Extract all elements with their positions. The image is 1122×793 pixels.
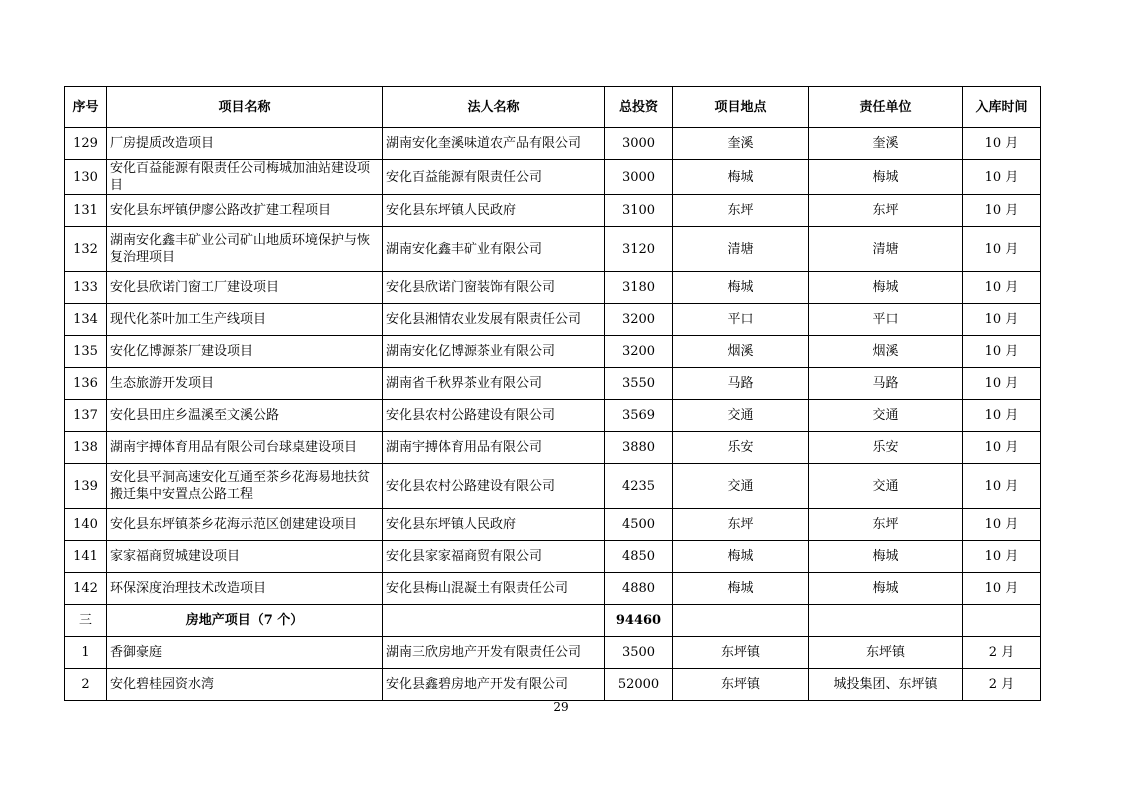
- cell-total-investment: 3200: [605, 304, 673, 336]
- empty-cell: [809, 605, 963, 637]
- cell-legal-entity: 安化县家家福商贸有限公司: [383, 541, 605, 573]
- cell-total-investment: 3500: [605, 637, 673, 669]
- cell-total-investment: 3880: [605, 432, 673, 464]
- cell-project-name: 安化县东坪镇伊廖公路改扩建工程项目: [107, 195, 383, 227]
- cell-responsible-unit: 梅城: [809, 272, 963, 304]
- cell-total-investment: 3550: [605, 368, 673, 400]
- cell-legal-entity: 湖南安化鑫丰矿业有限公司: [383, 227, 605, 272]
- cell-location: 梅城: [673, 272, 809, 304]
- table-row: [65, 637, 1041, 669]
- cell-project-name: 安化县东坪镇茶乡花海示范区创建建设项目: [107, 509, 383, 541]
- cell-location: 东坪: [673, 195, 809, 227]
- cell-project-name: 厂房提质改造项目: [107, 128, 383, 160]
- projects-table: [64, 86, 1041, 701]
- cell-project-name: 安化县欣诺门窗工厂建设项目: [107, 272, 383, 304]
- cell-location: 马路: [673, 368, 809, 400]
- cell-project-name: 安化百益能源有限责任公司梅城加油站建设项目: [107, 160, 383, 195]
- table-row: [65, 368, 1041, 400]
- table-row: [65, 160, 1041, 195]
- cell-total-investment: 3180: [605, 272, 673, 304]
- cell-responsible-unit: 东坪: [809, 195, 963, 227]
- cell-entry-time: 10 月: [963, 573, 1041, 605]
- cell-project-name: 湖南安化鑫丰矿业公司矿山地质环境保护与恢复治理项目: [107, 227, 383, 272]
- table-row: [65, 432, 1041, 464]
- cell-seq: 138: [65, 432, 107, 464]
- cell-responsible-unit: 清塘: [809, 227, 963, 272]
- cell-seq: 2: [65, 669, 107, 701]
- header-legal-entity: 法人名称: [383, 87, 605, 128]
- table-row: [65, 464, 1041, 509]
- table-row: [65, 573, 1041, 605]
- cell-legal-entity: 湖南三欣房地产开发有限责任公司: [383, 637, 605, 669]
- cell-seq: 129: [65, 128, 107, 160]
- table-row: [65, 509, 1041, 541]
- cell-seq: 130: [65, 160, 107, 195]
- table-row: [65, 400, 1041, 432]
- cell-total-investment: 4880: [605, 573, 673, 605]
- cell-seq: 135: [65, 336, 107, 368]
- cell-seq: 134: [65, 304, 107, 336]
- header-seq: 序号: [65, 87, 107, 128]
- header-location: 项目地点: [673, 87, 809, 128]
- section-number: 三: [65, 605, 107, 637]
- cell-responsible-unit: 东坪镇: [809, 637, 963, 669]
- cell-legal-entity: 安化县湘情农业发展有限责任公司: [383, 304, 605, 336]
- cell-responsible-unit: 梅城: [809, 160, 963, 195]
- cell-entry-time: 10 月: [963, 432, 1041, 464]
- cell-entry-time: 10 月: [963, 509, 1041, 541]
- header-project-name: 项目名称: [107, 87, 383, 128]
- cell-entry-time: 10 月: [963, 160, 1041, 195]
- cell-seq: 136: [65, 368, 107, 400]
- cell-responsible-unit: 烟溪: [809, 336, 963, 368]
- cell-total-investment: 3000: [605, 160, 673, 195]
- cell-responsible-unit: 城投集团、东坪镇: [809, 669, 963, 701]
- page-number: 29: [553, 700, 569, 714]
- cell-project-name: 安化县田庄乡温溪至文溪公路: [107, 400, 383, 432]
- cell-project-name: 香御豪庭: [107, 637, 383, 669]
- cell-location: 东坪镇: [673, 637, 809, 669]
- cell-legal-entity: 安化县农村公路建设有限公司: [383, 400, 605, 432]
- cell-entry-time: 10 月: [963, 464, 1041, 509]
- table-row: [65, 128, 1041, 160]
- cell-location: 交通: [673, 464, 809, 509]
- cell-location: 梅城: [673, 160, 809, 195]
- cell-responsible-unit: 奎溪: [809, 128, 963, 160]
- cell-legal-entity: 湖南省千秋界茶业有限公司: [383, 368, 605, 400]
- cell-entry-time: 10 月: [963, 336, 1041, 368]
- cell-responsible-unit: 梅城: [809, 573, 963, 605]
- cell-total-investment: 4235: [605, 464, 673, 509]
- cell-entry-time: 10 月: [963, 304, 1041, 336]
- header-total-investment: 总投资: [605, 87, 673, 128]
- cell-project-name: 安化亿博源茶厂建设项目: [107, 336, 383, 368]
- cell-responsible-unit: 平口: [809, 304, 963, 336]
- cell-project-name: 家家福商贸城建设项目: [107, 541, 383, 573]
- cell-seq: 132: [65, 227, 107, 272]
- cell-seq: 133: [65, 272, 107, 304]
- cell-seq: 140: [65, 509, 107, 541]
- table-row: [65, 541, 1041, 573]
- cell-entry-time: 10 月: [963, 541, 1041, 573]
- cell-project-name: 安化碧桂园资水湾: [107, 669, 383, 701]
- empty-cell: [383, 605, 605, 637]
- cell-entry-time: 10 月: [963, 227, 1041, 272]
- cell-entry-time: 2 月: [963, 669, 1041, 701]
- cell-location: 东坪: [673, 509, 809, 541]
- cell-total-investment: 3100: [605, 195, 673, 227]
- cell-responsible-unit: 马路: [809, 368, 963, 400]
- cell-seq: 142: [65, 573, 107, 605]
- header-responsible-unit: 责任单位: [809, 87, 963, 128]
- cell-entry-time: 2 月: [963, 637, 1041, 669]
- cell-legal-entity: 湖南宇搏体育用品有限公司: [383, 432, 605, 464]
- table-row: [65, 304, 1041, 336]
- cell-project-name: 生态旅游开发项目: [107, 368, 383, 400]
- section-title: 房地产项目（7 个）: [107, 605, 383, 637]
- cell-entry-time: 10 月: [963, 368, 1041, 400]
- cell-legal-entity: 安化县东坪镇人民政府: [383, 195, 605, 227]
- cell-entry-time: 10 月: [963, 195, 1041, 227]
- cell-responsible-unit: 乐安: [809, 432, 963, 464]
- cell-total-investment: 3200: [605, 336, 673, 368]
- cell-legal-entity: 安化县农村公路建设有限公司: [383, 464, 605, 509]
- cell-legal-entity: 安化县梅山混凝土有限责任公司: [383, 573, 605, 605]
- cell-legal-entity: 安化县欣诺门窗装饰有限公司: [383, 272, 605, 304]
- cell-seq: 137: [65, 400, 107, 432]
- cell-entry-time: 10 月: [963, 272, 1041, 304]
- section-total-investment: 94460: [605, 605, 673, 637]
- cell-location: 东坪镇: [673, 669, 809, 701]
- cell-entry-time: 10 月: [963, 128, 1041, 160]
- cell-total-investment: 3120: [605, 227, 673, 272]
- cell-seq: 141: [65, 541, 107, 573]
- cell-seq: 139: [65, 464, 107, 509]
- cell-project-name: 现代化茶叶加工生产线项目: [107, 304, 383, 336]
- cell-legal-entity: 安化百益能源有限责任公司: [383, 160, 605, 195]
- cell-total-investment: 4500: [605, 509, 673, 541]
- cell-entry-time: 10 月: [963, 400, 1041, 432]
- cell-location: 平口: [673, 304, 809, 336]
- section-header-row: [65, 605, 1041, 637]
- cell-total-investment: 3000: [605, 128, 673, 160]
- cell-seq: 131: [65, 195, 107, 227]
- cell-location: 乐安: [673, 432, 809, 464]
- cell-total-investment: 4850: [605, 541, 673, 573]
- cell-location: 交通: [673, 400, 809, 432]
- cell-location: 梅城: [673, 573, 809, 605]
- table-row: [65, 336, 1041, 368]
- cell-legal-entity: 安化县鑫碧房地产开发有限公司: [383, 669, 605, 701]
- table-row: [65, 272, 1041, 304]
- cell-responsible-unit: 梅城: [809, 541, 963, 573]
- cell-total-investment: 3569: [605, 400, 673, 432]
- cell-responsible-unit: 交通: [809, 464, 963, 509]
- cell-project-name: 环保深度治理技术改造项目: [107, 573, 383, 605]
- cell-location: 烟溪: [673, 336, 809, 368]
- cell-location: 奎溪: [673, 128, 809, 160]
- cell-location: 清塘: [673, 227, 809, 272]
- header-entry-time: 入库时间: [963, 87, 1041, 128]
- cell-total-investment: 52000: [605, 669, 673, 701]
- table-row: [65, 195, 1041, 227]
- cell-legal-entity: 安化县东坪镇人民政府: [383, 509, 605, 541]
- table-row: [65, 227, 1041, 272]
- cell-responsible-unit: 交通: [809, 400, 963, 432]
- cell-project-name: 湖南宇搏体育用品有限公司台球桌建设项目: [107, 432, 383, 464]
- cell-location: 梅城: [673, 541, 809, 573]
- cell-legal-entity: 湖南安化奎溪味道农产品有限公司: [383, 128, 605, 160]
- empty-cell: [963, 605, 1041, 637]
- empty-cell: [673, 605, 809, 637]
- table-row: [65, 669, 1041, 701]
- header-row: [65, 87, 1041, 128]
- cell-project-name: 安化县平洞高速安化互通至茶乡花海易地扶贫搬迁集中安置点公路工程: [107, 464, 383, 509]
- cell-responsible-unit: 东坪: [809, 509, 963, 541]
- cell-seq: 1: [65, 637, 107, 669]
- cell-legal-entity: 湖南安化亿博源茶业有限公司: [383, 336, 605, 368]
